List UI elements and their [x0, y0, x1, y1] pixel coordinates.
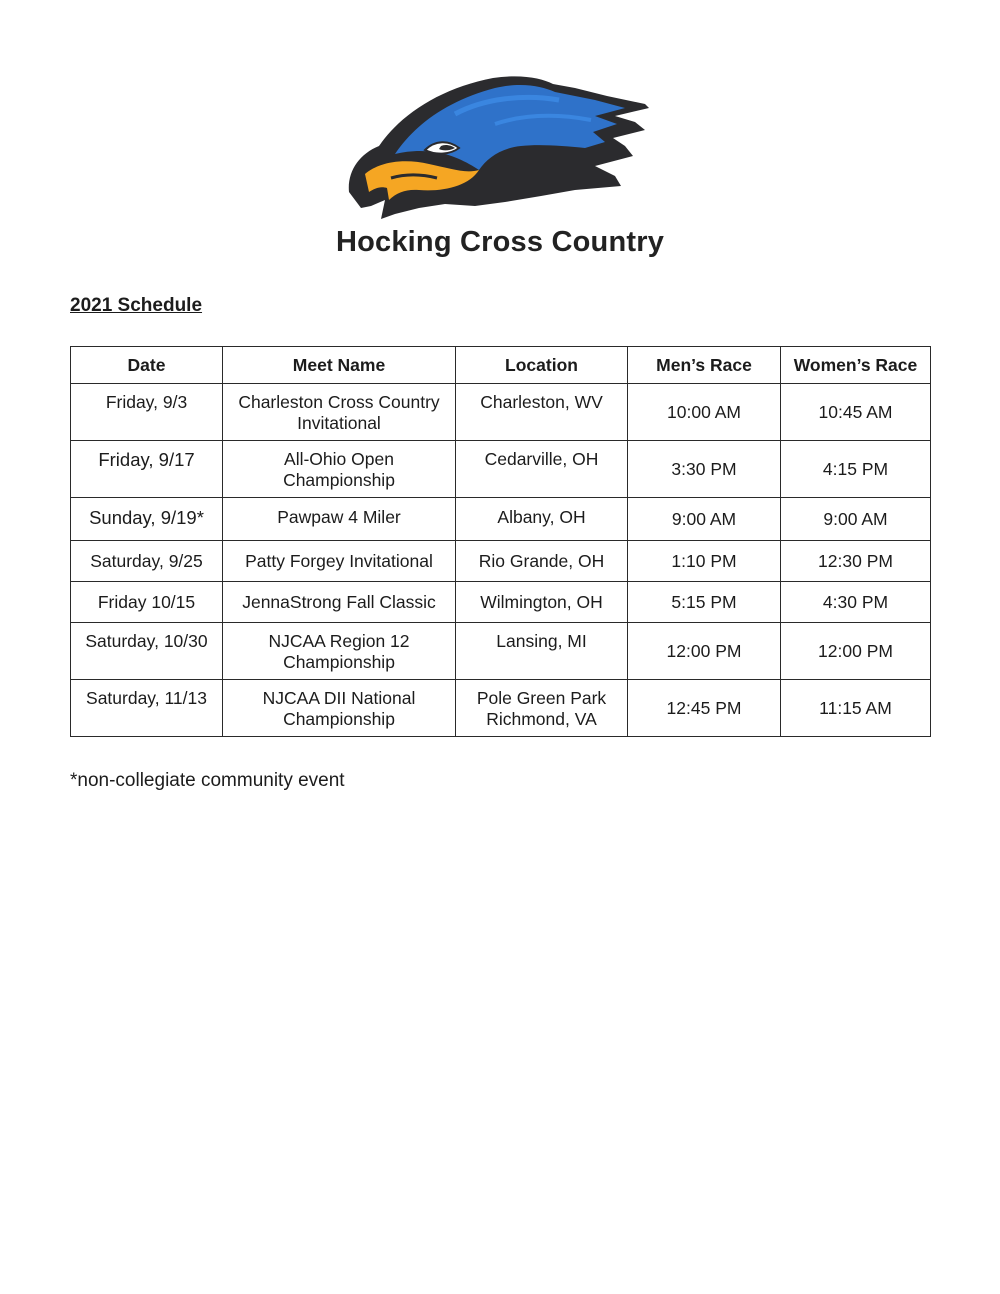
cell-womens-race: 11:15 AM	[781, 680, 931, 737]
cell-womens-race: 9:00 AM	[781, 498, 931, 541]
cell-mens-race: 9:00 AM	[628, 498, 781, 541]
cell-womens-race: 12:30 PM	[781, 541, 931, 582]
table-header-row	[71, 347, 931, 384]
cell-location: Rio Grande, OH	[456, 541, 628, 582]
cell-meet-name: NJCAA Region 12 Championship	[223, 623, 456, 680]
cell-meet-name: Patty Forgey Invitational	[223, 541, 456, 582]
cell-location: Pole Green Park Richmond, VA	[456, 680, 628, 737]
cell-meet-name: All-Ohio Open Championship	[223, 441, 456, 498]
column-header-date: Date	[71, 347, 223, 384]
cell-mens-race: 5:15 PM	[628, 582, 781, 623]
schedule-subtitle: 2021 Schedule	[70, 295, 203, 316]
table-row	[71, 498, 931, 541]
table-row	[71, 582, 931, 623]
cell-womens-race: 4:15 PM	[781, 441, 931, 498]
cell-womens-race: 10:45 AM	[781, 384, 931, 441]
cell-mens-race: 12:00 PM	[628, 623, 781, 680]
table-row	[71, 441, 931, 498]
cell-date: Friday, 9/3	[71, 384, 223, 441]
column-header-location: Location	[456, 347, 628, 384]
cell-womens-race: 4:30 PM	[781, 582, 931, 623]
table-row	[71, 541, 931, 582]
cell-meet-name: NJCAA DII National Championship	[223, 680, 456, 737]
cell-date: Saturday, 9/25	[71, 541, 223, 582]
cell-mens-race: 3:30 PM	[628, 441, 781, 498]
cell-date: Sunday, 9/19*	[71, 498, 223, 541]
table-row	[71, 680, 931, 737]
cell-mens-race: 12:45 PM	[628, 680, 781, 737]
schedule-table	[70, 346, 931, 737]
column-header-mens-race: Men’s Race	[628, 347, 781, 384]
column-header-meet-name: Meet Name	[223, 347, 456, 384]
cell-location: Albany, OH	[456, 498, 628, 541]
cell-date: Saturday, 11/13	[71, 680, 223, 737]
table-row	[71, 623, 931, 680]
cell-date: Friday, 9/17	[71, 441, 223, 498]
cell-location: Lansing, MI	[456, 623, 628, 680]
column-header-womens-race: Women’s Race	[781, 347, 931, 384]
hawk-logo-icon	[345, 74, 657, 222]
cell-womens-race: 12:00 PM	[781, 623, 931, 680]
cell-date: Saturday, 10/30	[71, 623, 223, 680]
cell-mens-race: 10:00 AM	[628, 384, 781, 441]
table-row	[71, 384, 931, 441]
page-title: Hocking Cross Country	[335, 226, 665, 258]
cell-meet-name: Pawpaw 4 Miler	[223, 498, 456, 541]
footnote: *non-collegiate community event	[70, 770, 345, 791]
cell-meet-name: JennaStrong Fall Classic	[223, 582, 456, 623]
cell-location: Charleston, WV	[456, 384, 628, 441]
cell-location: Wilmington, OH	[456, 582, 628, 623]
cell-mens-race: 1:10 PM	[628, 541, 781, 582]
cell-date: Friday 10/15	[71, 582, 223, 623]
cell-location: Cedarville, OH	[456, 441, 628, 498]
cell-meet-name: Charleston Cross Country Invitational	[223, 384, 456, 441]
